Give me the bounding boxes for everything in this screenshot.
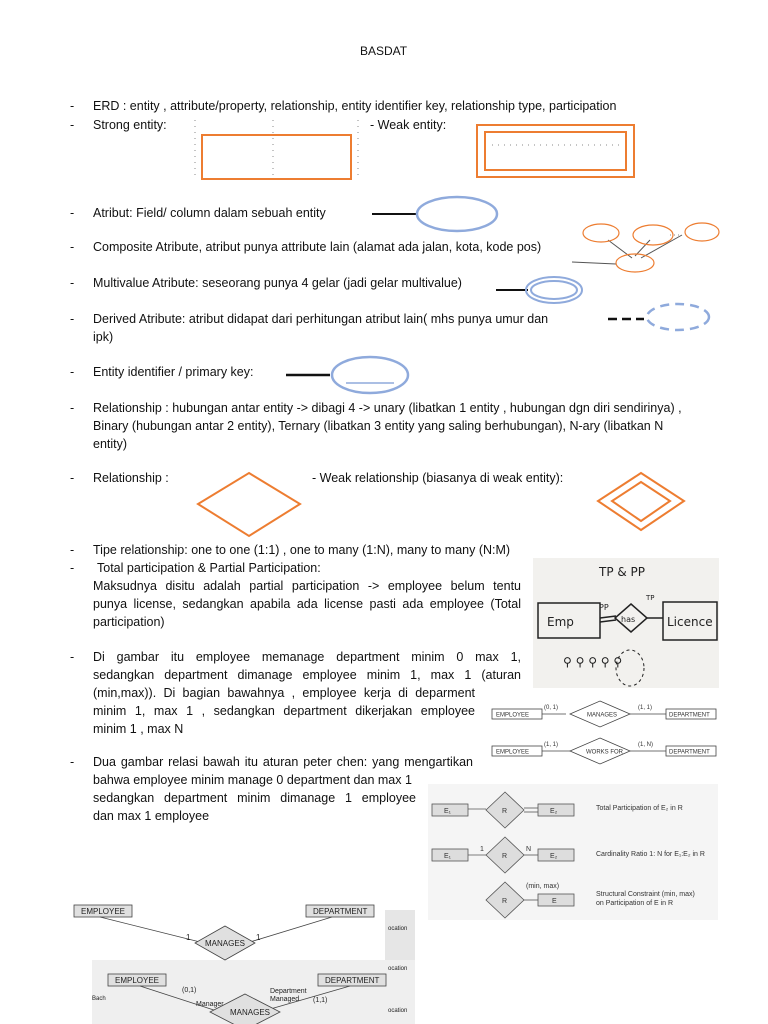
- gambar-text-4: minim 1, max 1 , sedangkan department dikerjakan employee: [93, 704, 475, 718]
- bottom-er-figure: [70, 900, 415, 1024]
- atribut-text: Atribut: Field/ column dalam sebuah entity: [93, 206, 326, 220]
- dua-text-1: Dua gambar relasi bawah itu aturan peter chen: yang mengartikan: [93, 755, 473, 769]
- page-title: BASDAT: [360, 44, 408, 58]
- bullet-dash: -: [70, 312, 75, 326]
- relationship-label: Relationship :: [93, 471, 169, 485]
- mm-manages: MANAGES: [587, 712, 618, 719]
- gambar-text-5: minim 1 , max N: [93, 722, 184, 736]
- attribute-shape: [370, 194, 502, 234]
- hand-drawn-sketch: [533, 558, 719, 688]
- bottom-department-1: DEPARTMENT: [313, 907, 368, 916]
- bullet-dash: -: [70, 561, 75, 575]
- bottom-manages-1: MANAGES: [205, 939, 246, 948]
- strong-entity-label: Strong entity:: [93, 118, 167, 132]
- weak-relationship-label: - Weak relationship (biasanya di weak entity):: [312, 471, 564, 485]
- dua-text-4: dan max 1 employee: [93, 809, 210, 823]
- strong-entity-shape: [190, 118, 370, 188]
- relationship-text-2: Binary (hubungan antar 2 entity), Ternary (libatkan 3 entity yang saling berhubungan), N-ary (libatkan N: [93, 419, 664, 433]
- composite-attribute-shape: [578, 220, 720, 275]
- gambar-text-3: (min,max)). Di bagian bawahnya , employee kerja di deparment: [93, 686, 475, 700]
- bottom-dept-managed-1: Department: [270, 988, 307, 995]
- hand-licence: Licence: [667, 615, 713, 629]
- bottom-location-1: ocation: [388, 926, 408, 932]
- chen-e1-a: E₁: [444, 808, 452, 815]
- erd-line: ERD : entity , attribute/property, relationship, entity identifier key, relationship type, participation: [93, 99, 617, 113]
- bullet-dash: -: [70, 471, 75, 485]
- bullet-dash: -: [70, 240, 75, 254]
- chen-minmax: (min, max): [526, 883, 560, 890]
- bottom-department-2: DEPARTMENT: [325, 976, 380, 985]
- bullet-dash: -: [70, 543, 75, 557]
- weak-entity-label: - Weak entity:: [370, 118, 447, 132]
- relationship-text-1: Relationship : hubungan antar entity -> dibagi 4 -> unary (libatkan 1 entity , hubungan dgn diri sendirinya) ,: [93, 401, 682, 415]
- weak-entity-shape: [474, 122, 638, 182]
- mm-w2: (1, N): [638, 742, 653, 748]
- bottom-m01: (0,1): [182, 987, 197, 994]
- participation-text: Total participation & Partial Participation:: [97, 561, 321, 575]
- chen-n: N: [526, 846, 532, 853]
- gambar-text-2: sedangkan department dimanage employee minim 1, max 1 (aturan: [93, 668, 521, 682]
- bullet-dash: -: [70, 206, 75, 220]
- hand-tp: TP: [646, 594, 655, 602]
- hand-has: has: [621, 615, 636, 624]
- chen-r-c: R: [502, 898, 508, 905]
- maksudnya-text-1: Maksudnya disitu adalah partial participation -> employee belum tentu: [93, 579, 521, 593]
- chen-e1-b: E₁: [444, 853, 452, 860]
- bullet-dash: -: [70, 365, 75, 379]
- multivalue-text: Multivalue Atribute: seseorang punya 4 gelar (jadi gelar multivalue): [93, 276, 462, 290]
- mm-m1: (0, 1): [544, 705, 559, 711]
- chen-t3b: on Participation of E in R: [596, 900, 674, 907]
- derived-attribute-shape: [606, 300, 716, 336]
- chen-e: E: [552, 898, 557, 905]
- bottom-manager: Manager: [196, 1001, 224, 1008]
- bottom-bach: Bach: [92, 996, 106, 1002]
- bottom-location-2: ocation: [388, 966, 408, 972]
- chen-diagram: [428, 784, 718, 920]
- bottom-m11: (1,1): [313, 997, 328, 1004]
- mm-department-2: DEPARTMENT: [669, 749, 710, 756]
- hand-title: TP & PP: [599, 565, 646, 579]
- maksudnya-text-2: punya license, sedangkan apabila ada license pasti ada employee (Total: [93, 597, 521, 611]
- relationship-diamond-shape: [194, 470, 304, 540]
- multivalue-attribute-shape: [494, 274, 578, 308]
- dua-text-3: sedangkan department minim dimanage 1 employee: [93, 791, 416, 805]
- identifier-text: Entity identifier / primary key:: [93, 365, 254, 379]
- bullet-dash: -: [70, 755, 75, 769]
- bullet-dash: -: [70, 276, 75, 290]
- mm-employee-1: EMPLOYEE: [496, 712, 530, 719]
- hand-emp: Emp: [547, 615, 574, 629]
- chen-one: 1: [480, 846, 484, 853]
- gambar-text-1: Di gambar itu employee memanage department minim 0 max 1,: [93, 650, 521, 664]
- bottom-one-b: 1: [256, 933, 261, 942]
- derived-text-2: ipk): [93, 330, 114, 344]
- maksudnya-text-3: participation): [93, 615, 165, 629]
- chen-t2: Cardinality Ratio 1: N for E₁:E₂ in R: [596, 851, 705, 858]
- mm-works-for: WORKS FOR: [586, 749, 623, 756]
- mm-w1: (1, 1): [544, 742, 559, 748]
- bullet-dash: -: [70, 650, 75, 664]
- bullet-dash: -: [70, 401, 75, 415]
- chen-t1: Total Participation of E₂ in R: [596, 805, 683, 812]
- chen-r-a: R: [502, 808, 508, 815]
- mm-m2: (1, 1): [638, 705, 653, 711]
- bottom-employee-2: EMPLOYEE: [115, 976, 160, 985]
- chen-t3a: Structural Constraint (min, max): [596, 891, 695, 898]
- chen-e2-a: E₂: [550, 808, 558, 815]
- bottom-er-diagram: [70, 900, 415, 1024]
- derived-text-1: Derived Atribute: atribut didapat dari perhitungan atribut lain( mhs punya umur dan: [93, 312, 549, 326]
- relationship-text-3: entity): [93, 437, 128, 451]
- bottom-manages-2: MANAGES: [230, 1008, 271, 1017]
- dua-text-2: bahwa employee minim manage 0 department dan max 1: [93, 773, 412, 787]
- chen-r-b: R: [502, 853, 508, 860]
- weak-relationship-diamond-shape: [594, 470, 688, 534]
- bottom-one-a: 1: [186, 933, 191, 942]
- bullet-dash: -: [70, 99, 75, 113]
- minmax-figure: [488, 696, 718, 772]
- bullet-dash: -: [70, 118, 75, 132]
- bottom-location-3: ocation: [388, 1008, 408, 1014]
- bottom-employee-1: EMPLOYEE: [81, 907, 126, 916]
- composite-text: Composite Atribute, atribut punya attribute lain (alamat ada jalan, kota, kode pos): [93, 240, 542, 254]
- svg-text:⚲ ⚲ ⚲ ⚲ ⚲: ⚲ ⚲ ⚲ ⚲ ⚲: [563, 655, 623, 669]
- bottom-dept-managed-2: Managed: [270, 996, 300, 1003]
- chen-e2-b: E₂: [550, 853, 558, 860]
- hand-pp: PP: [599, 603, 609, 612]
- chen-figure: [428, 784, 718, 920]
- mm-employee-2: EMPLOYEE: [496, 749, 530, 756]
- key-attribute-shape: [284, 354, 414, 396]
- mm-department-1: DEPARTMENT: [669, 712, 710, 719]
- hand-drawn-figure: [533, 558, 719, 688]
- tipe-relationship-text: Tipe relationship: one to one (1:1) , one to many (1:N), many to many (N:M): [93, 543, 511, 557]
